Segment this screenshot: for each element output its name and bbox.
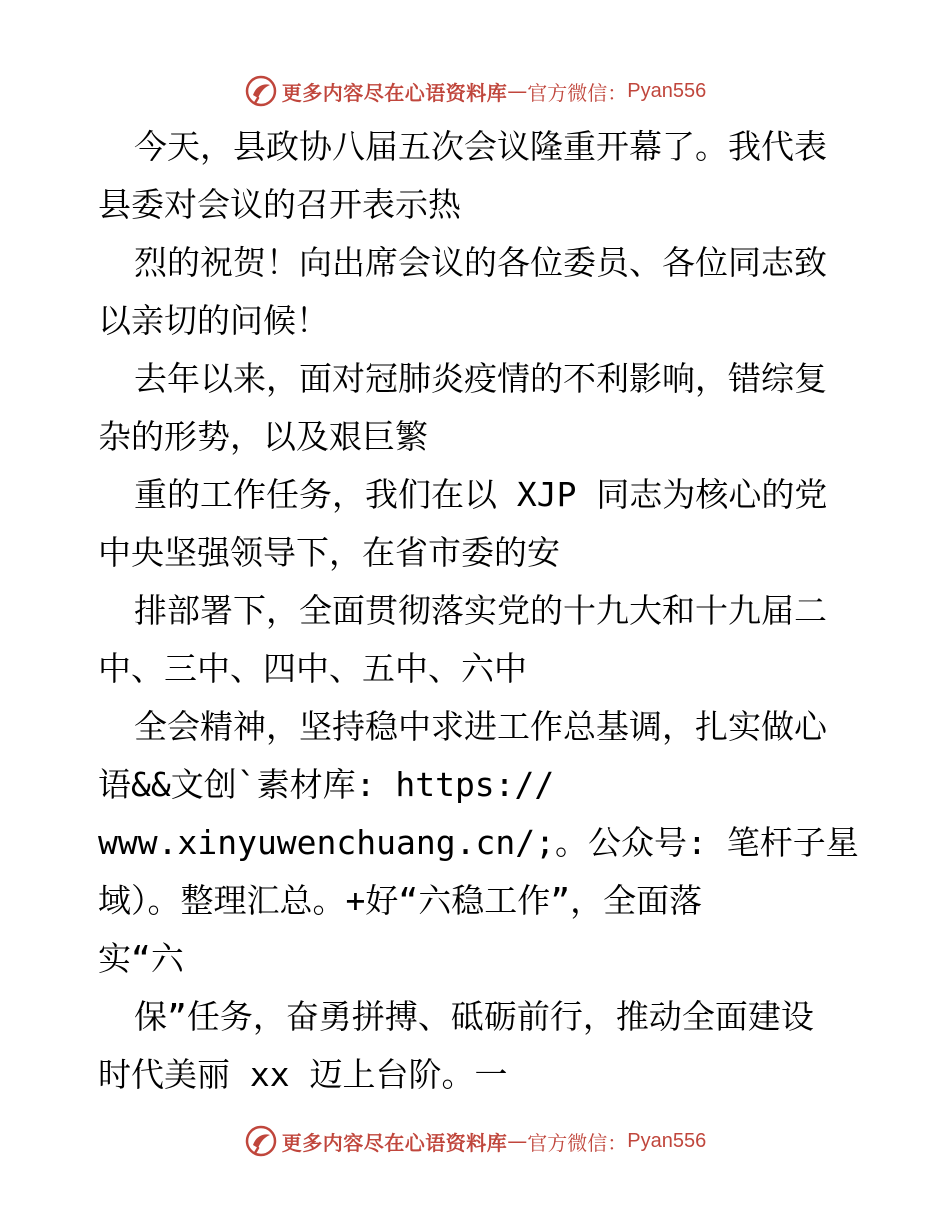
banner-wechat-id: Pyan556 <box>627 1129 707 1152</box>
body-line: www.xinyuwenchuang.cn/;。公众号: 笔杆子星 <box>98 823 859 862</box>
body-line: 域）。整理汇总。+好“六稳工作”，全面落 <box>98 881 703 920</box>
banner-separator: — <box>507 1129 528 1153</box>
body-line: 中央坚强领导下，在省市委的安 <box>98 533 560 572</box>
body-line: 重的工作任务，我们在以 XJP 同志为核心的党 <box>134 475 828 514</box>
banner-wechat-id: Pyan556 <box>627 79 707 102</box>
body-line: 时代美丽 xx 迈上台阶。一 <box>98 1055 508 1094</box>
header-watermark-banner <box>0 71 950 111</box>
banner-separator: — <box>507 79 528 103</box>
body-line: 语&&文创`素材库: https:// <box>98 765 555 804</box>
body-line: 烈的祝贺！向出席会议的各位委员、各位同志致 <box>134 243 827 282</box>
body-line: 全会精神，坚持稳中求进工作总基调，扎实做心 <box>134 707 827 746</box>
body-line: 保”任务，奋勇拼搏、砥砺前行，推动全面建设 <box>134 997 814 1036</box>
banner-main-text: 更多内容尽在心语资料库 <box>281 1130 508 1155</box>
body-line: 去年以来，面对冠肺炎疫情的不利影响，错综复 <box>134 359 827 398</box>
banner-sub-text: 官方微信： <box>527 1130 628 1155</box>
banner-main-text: 更多内容尽在心语资料库 <box>281 80 508 105</box>
document-body <box>98 118 868 1104</box>
body-line: 实“六 <box>98 939 184 978</box>
body-line: 排部署下，全面贯彻落实党的十九大和十九届二 <box>134 591 827 630</box>
brand-logo-icon <box>244 1124 278 1158</box>
footer-watermark-banner <box>0 1121 950 1161</box>
banner-sub-text: 官方微信： <box>527 80 628 105</box>
body-line: 杂的形势，以及艰巨繁 <box>98 417 428 456</box>
body-line: 县委对会议的召开表示热 <box>98 185 461 224</box>
body-line: 中、三中、四中、五中、六中 <box>98 649 527 688</box>
body-line: 以亲切的问候！ <box>98 301 329 340</box>
brand-logo-icon <box>244 74 278 108</box>
body-line: 今天，县政协八届五次会议隆重开幕了。我代表 <box>134 127 827 166</box>
